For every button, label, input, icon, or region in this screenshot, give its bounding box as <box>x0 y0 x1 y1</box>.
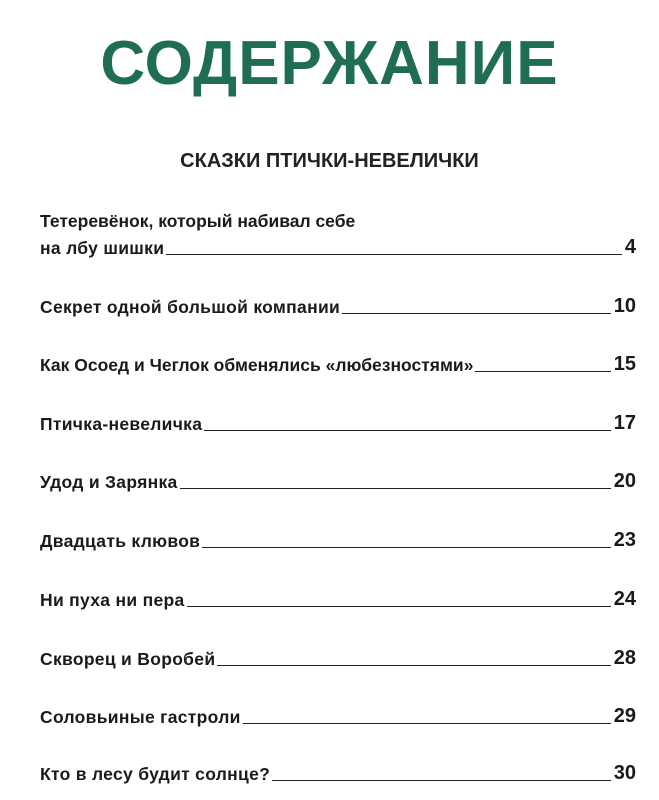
section-heading: СКАЗКИ ПТИЧКИ-НЕВЕЛИЧКИ <box>180 150 479 172</box>
leader-line <box>187 606 611 607</box>
toc-entry-title: Секрет одной большой компании <box>40 297 341 317</box>
toc-entry[interactable] <box>40 588 636 611</box>
page-number: 4 <box>624 236 636 258</box>
leader-line <box>204 430 610 431</box>
toc-entry[interactable] <box>40 353 636 376</box>
leader-line <box>342 313 611 314</box>
toc-entry-title: Двадцать клювов <box>40 531 201 551</box>
leader-line <box>202 547 611 548</box>
leader-line <box>180 488 611 489</box>
leader-line <box>217 665 610 666</box>
leader-line <box>166 254 622 255</box>
page-title: СОДЕРЖАНИЕ <box>100 29 559 98</box>
leader-line <box>272 780 611 781</box>
toc-entry-title: Ни пуха ни пера <box>40 590 185 610</box>
toc-entry[interactable] <box>40 762 636 785</box>
toc-entry[interactable] <box>40 529 636 552</box>
toc-entry-title: Птичка-невеличка <box>40 414 203 434</box>
toc-entry[interactable] <box>40 295 636 318</box>
page-number: 30 <box>613 762 636 784</box>
toc-entry[interactable] <box>40 412 636 435</box>
leader-line <box>243 723 611 724</box>
toc-entry-title: Как Осоед и Чеглок обменялись «любезностями» <box>40 355 474 375</box>
toc-entry-title: Удод и Зарянка <box>40 472 178 492</box>
page-number: 15 <box>613 353 636 375</box>
toc-entry-title: Соловьиные гастроли <box>40 707 241 727</box>
toc-entry[interactable] <box>40 705 636 728</box>
toc-entry[interactable] <box>40 647 636 670</box>
toc-entry-title-line1: Тетеревёнок, который набивал себе <box>40 211 356 231</box>
page-number: 29 <box>613 705 636 727</box>
page-number: 20 <box>613 470 636 492</box>
toc-entry-title: на лбу шишки <box>40 238 165 258</box>
leader-line <box>475 371 610 372</box>
toc-entry[interactable] <box>40 470 636 493</box>
toc-entry-title: Кто в лесу будит солнце? <box>40 764 271 784</box>
page-number: 23 <box>613 529 636 551</box>
page-number: 24 <box>613 588 636 610</box>
page-number: 28 <box>613 647 636 669</box>
page-number: 17 <box>613 412 636 434</box>
toc-entry[interactable] <box>40 206 636 259</box>
page-number: 10 <box>613 295 636 317</box>
toc-entry-title: Скворец и Воробей <box>40 649 216 669</box>
